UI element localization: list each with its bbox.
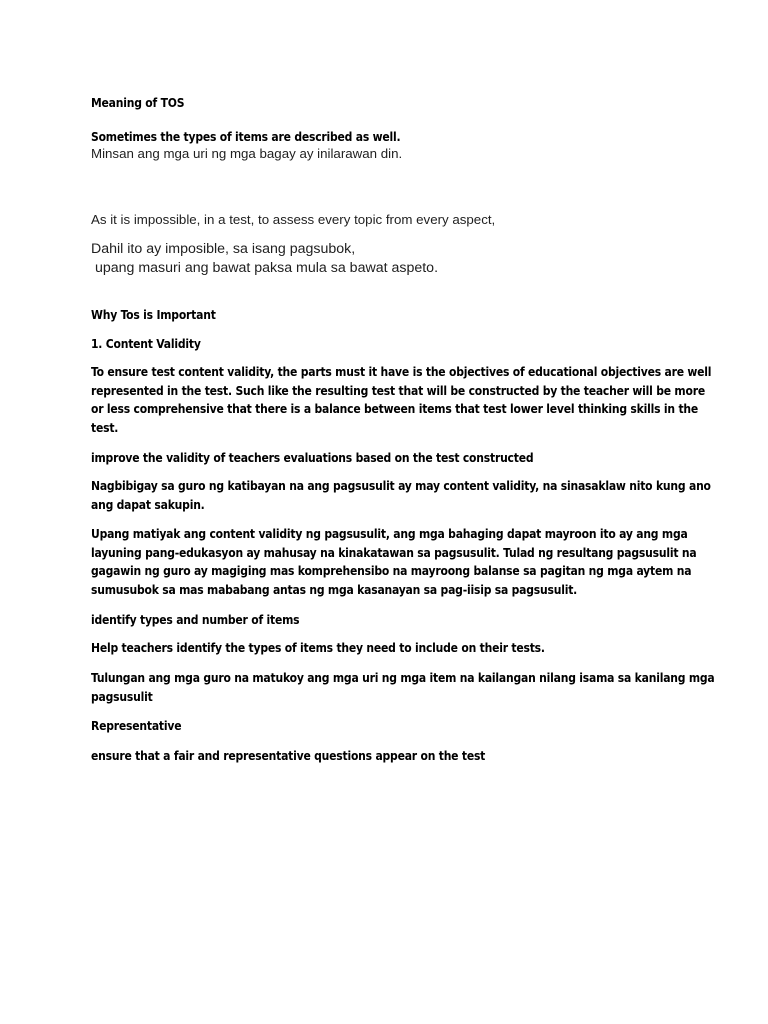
- dahil-line-2: upang masuri ang bawat paksa mula sa bawat aspeto.: [91, 260, 439, 276]
- minsan-line: Minsan ang mga uri ng mga bagay ay inilarawan din.: [91, 146, 403, 161]
- nagbibigay-paragraph: [91, 477, 711, 514]
- upang-paragraph-line: gagawin ng guro ay magiging mas komprehensibo na mayroong balanse sa pagitan ng mga aytem na: [91, 564, 692, 578]
- improve-line: improve the validity of teachers evaluations based on the test constructed: [91, 451, 534, 465]
- upang-paragraph-line: Upang matiyak ang content validity ng pagsusulit, ang mga bahaging dapat mayroon ito ay ang mga: [91, 527, 688, 541]
- content-validity-heading: 1. Content Validity: [91, 337, 201, 351]
- ensure-paragraph-line: represented in the test. Such like the resulting test that will be constructed by the teacher will be more: [91, 383, 705, 398]
- dahil-line-1: Dahil ito ay imposible, sa isang pagsubok,: [91, 241, 356, 257]
- meaning-heading: Meaning of TOS: [91, 96, 185, 110]
- help-line: Help teachers identify the types of items they need to include on their tests.: [91, 641, 545, 655]
- upang-paragraph-line: sumusubok sa mas mababang antas ng mga kasanayan sa pag-iisip sa pagsusulit.: [91, 582, 578, 597]
- representative-heading: Representative: [91, 719, 182, 733]
- ensure-paragraph: [91, 363, 712, 437]
- ensure-fair-line: ensure that a fair and representative questions appear on the test: [91, 749, 486, 763]
- tulungan-paragraph: [91, 669, 715, 706]
- tulungan-paragraph-line: pagsusulit: [91, 689, 153, 704]
- identify-heading: identify types and number of items: [91, 613, 300, 627]
- upang-paragraph-line: layuning pang-edukasyon ay mahusay na kinakatawan sa pagsusulit. Tulad ng resultang pagsusulit na: [91, 545, 697, 560]
- why-heading: Why Tos is Important: [91, 308, 216, 322]
- upang-paragraph: [91, 525, 697, 599]
- tulungan-paragraph-line: Tulungan ang mga guro na matukoy ang mga uri ng mga item na kailangan nilang isama sa kanilang mga: [91, 671, 715, 685]
- nagbibigay-paragraph-line: Nagbibigay sa guro ng katibayan na ang pagsusulit ay may content validity, na sinasaklaw nito kung ano: [91, 479, 711, 493]
- sometimes-line: Sometimes the types of items are described as well.: [91, 130, 401, 144]
- ensure-paragraph-line: or less comprehensive that there is a balance between items that test lower level thinking skills in the: [91, 402, 699, 416]
- nagbibigay-paragraph-line: ang dapat sakupin.: [91, 497, 205, 512]
- ensure-paragraph-line: To ensure test content validity, the parts must it have is the objectives of educational objectives are well: [91, 365, 712, 379]
- ensure-paragraph-line: test.: [91, 420, 119, 435]
- impossible-line: As it is impossible, in a test, to assess every topic from every aspect,: [91, 212, 496, 227]
